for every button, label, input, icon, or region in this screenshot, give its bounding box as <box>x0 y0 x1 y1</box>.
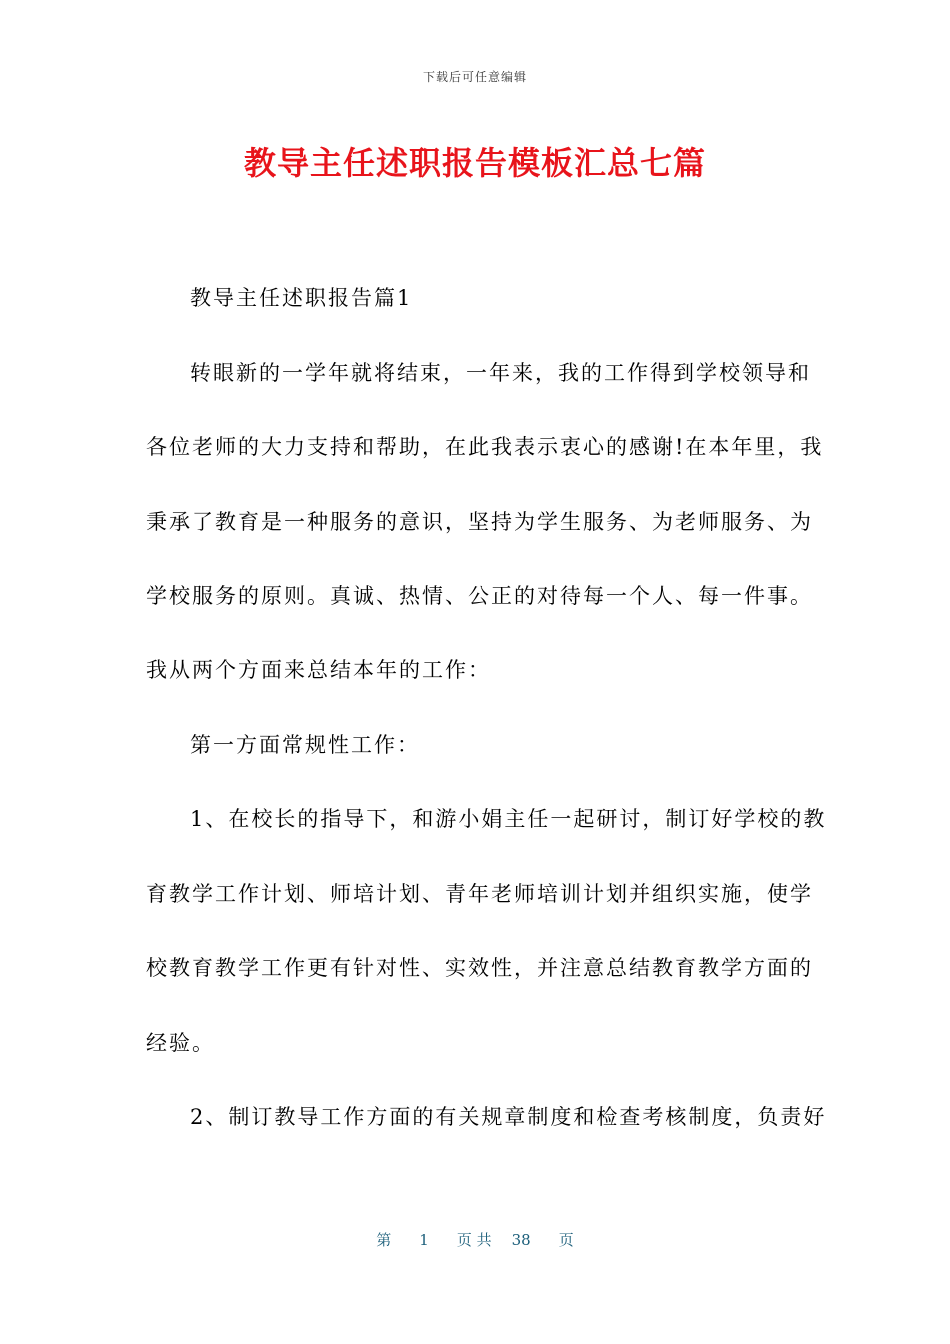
paragraph-line: 2、制订教导工作方面的有关规章制度和检查考核制度，负责好 <box>190 1105 827 1129</box>
total-pages: 38 <box>511 1231 531 1249</box>
paragraph-line: 经验。 <box>146 1031 215 1055</box>
document-title: 教导主任述职报告模板汇总七篇 <box>243 144 706 182</box>
header-note: 下载后可任意编辑 <box>422 70 527 84</box>
page-unit: 页 <box>558 1231 574 1249</box>
paragraph-line: 各位老师的大力支持和帮助，在此我表示衷心的感谢!在本年里，我 <box>146 435 824 459</box>
paragraph-line: 育教学工作计划、师培计划、青年老师培训计划并组织实施，使学 <box>146 882 813 906</box>
paragraph-line: 秉承了教育是一种服务的意识，坚持为学生服务、为老师服务、为 <box>146 510 813 534</box>
paragraph-line: 学校服务的原则。真诚、热情、公正的对待每一个人、每一件事。 <box>146 584 813 608</box>
paragraph-line: 我从两个方面来总结本年的工作： <box>146 658 491 682</box>
page-label: 第 <box>376 1231 392 1249</box>
paragraph-line: 校教育教学工作更有针对性、实效性，并注意总结教育教学方面的 <box>146 956 813 980</box>
paragraph-line: 转眼新的一学年就将结束，一年来，我的工作得到学校领导和 <box>190 361 811 385</box>
page-number: 1 <box>419 1231 429 1249</box>
subsection-heading: 第一方面常规性工作： <box>190 733 420 757</box>
paragraph-line: 1、在校长的指导下，和游小娟主任一起研讨，制订好学校的教 <box>190 807 827 831</box>
page-footer <box>0 1229 950 1250</box>
page-of-label: 页 共 <box>456 1231 492 1249</box>
section-heading: 教导主任述职报告篇1 <box>190 286 413 310</box>
